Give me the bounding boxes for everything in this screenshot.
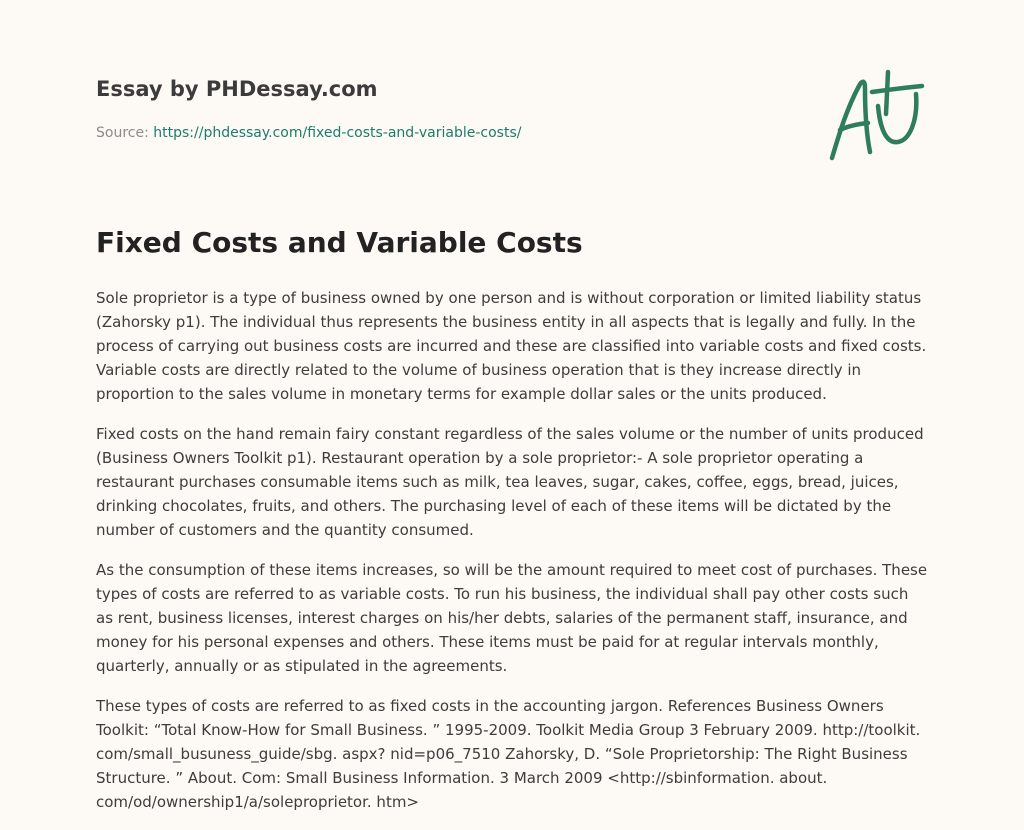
essay-body bbox=[96, 286, 928, 830]
a-plus-logo-svg bbox=[824, 68, 928, 164]
logo-plus-vertical bbox=[886, 72, 888, 114]
logo-a-left-stroke bbox=[832, 82, 870, 158]
source-line bbox=[96, 125, 521, 141]
site-brand: Essay by PHDessay.com bbox=[96, 77, 378, 101]
source-label: Source: bbox=[96, 125, 149, 141]
source-link[interactable]: https://phdessay.com/fixed-costs-and-variable-costs/ bbox=[153, 125, 522, 141]
logo-checkmark-stroke bbox=[878, 94, 916, 142]
essay-paragraph: Fixed costs on the hand remain fairy constant regardless of the sales volume or the number of units produced (Business Owners Toolkit p1). Restaurant operation by a sole proprietor:- A sole proprietor operating a restaurant purchases consumable items such as milk, tea leaves, sugar, cakes, coffee, eggs, bread, juices, drinking chocolates, fruits, and others. The purchasing level of each of these items will be dictated by the number of customers and the quantity consumed. bbox=[96, 425, 924, 539]
logo-plus-horizontal bbox=[872, 86, 922, 92]
essay-paragraph: As the consumption of these items increases, so will be the amount required to meet cost of purchases. These types of costs are referred to as variable costs. To run his business, the individual shall pay other costs such as rent, business licenses, interest charges on his/her debts, salaries of the permanent staff, insurance, and money for his personal expenses and others. These items must be paid for at regular intervals monthly, quarterly, annually or as stipulated in the agreements. bbox=[96, 561, 928, 675]
a-plus-logo-icon bbox=[824, 68, 928, 164]
essay-paragraph: These types of costs are referred to as fixed costs in the accounting jargon. References Business Owners Toolkit: “Total Know-How for Small Business. ” 1995-2009. Toolkit Media Group 3 February 2009. http://toolkit. com/small_busuness_guide/sbg. aspx? nid=p06_7510 Zahorsky, D. “Sole Proprietorship: The Right Business Structure. ” About. Com: Small Business Information. 3 March 2009 <http://sbinformation. about. com/od/ownership1/a/soleproprietor. htm> bbox=[96, 697, 921, 811]
essay-paragraph: Sole proprietor is a type of business owned by one person and is without corporation or limited liability status (Zahorsky p1). The individual thus represents the business entity in all aspects that is legally and fully. In the process of carrying out business costs are incurred and these are classified into variable costs and fixed costs. Variable costs are directly related to the volume of business operation that is they increase directly in proportion to the sales volume in monetary terms for example dollar sales or the units produced. bbox=[96, 289, 927, 403]
essay-title: Fixed Costs and Variable Costs bbox=[96, 226, 583, 259]
